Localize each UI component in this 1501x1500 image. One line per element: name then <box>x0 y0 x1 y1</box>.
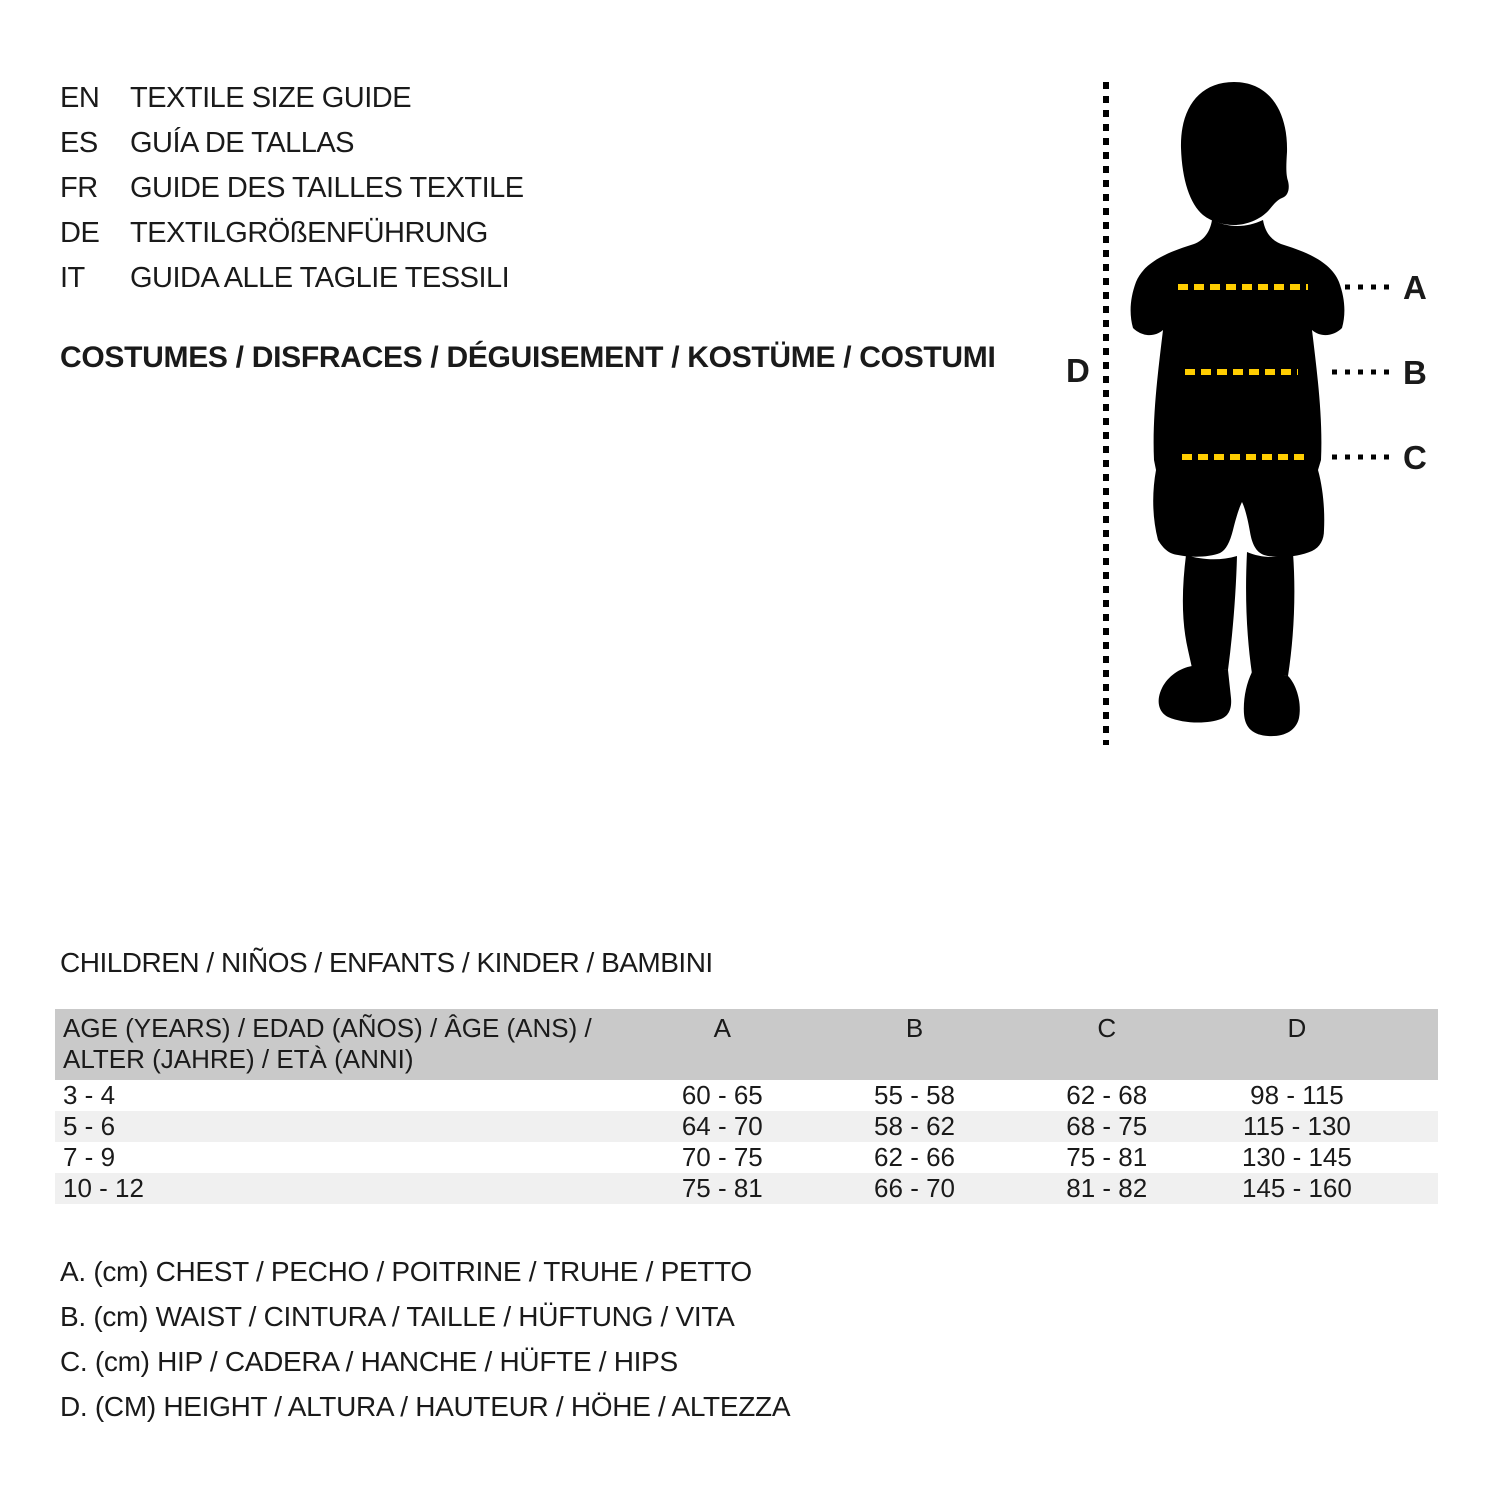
table-row <box>55 1111 1438 1142</box>
silhouette-shorts <box>1153 470 1324 557</box>
language-code: DE <box>60 217 100 249</box>
language-title: GUIDE DES TAILLES TEXTILE <box>130 172 524 204</box>
height-cell: 98 - 115 <box>1250 1080 1344 1110</box>
table-row <box>55 1080 1438 1111</box>
table-row <box>55 1142 1438 1173</box>
marker-label-b: B <box>1403 354 1427 391</box>
age-cell: 3 - 4 <box>63 1080 116 1110</box>
silhouette-right-shoe <box>1244 672 1300 736</box>
measurement-legend <box>60 1249 790 1429</box>
age-header-line1: AGE (YEARS) / EDAD (AÑOS) / ÂGE (ANS) / <box>63 1013 592 1043</box>
waist-cell: 55 - 58 <box>874 1080 955 1110</box>
column-header-c: C <box>1097 1013 1117 1043</box>
age-header-line2: ALTER (JAHRE) / ETÀ (ANNI) <box>63 1044 414 1074</box>
section-title-children: CHILDREN / NIÑOS / ENFANTS / KINDER / BAMBINI <box>60 947 713 978</box>
language-title: TEXTILE SIZE GUIDE <box>130 82 412 114</box>
language-code: EN <box>60 82 100 114</box>
language-row-es <box>60 121 524 166</box>
hip-cell: 62 - 68 <box>1066 1080 1148 1110</box>
silhouette-right-leg <box>1246 552 1294 676</box>
age-cell: 7 - 9 <box>63 1142 116 1172</box>
silhouette-left-shoe <box>1159 666 1232 723</box>
language-title: TEXTILGRÖßENFÜHRUNG <box>130 217 488 249</box>
age-cell: 10 - 12 <box>63 1173 144 1203</box>
table-row <box>55 1173 1438 1204</box>
hip-cell: 75 - 81 <box>1066 1142 1148 1172</box>
column-header-d: D <box>1287 1013 1307 1043</box>
language-row-it <box>60 256 524 301</box>
age-column-header <box>55 1013 626 1075</box>
language-title: GUIDA ALLE TAGLIE TESSILI <box>130 262 510 294</box>
hip-cell: 68 - 75 <box>1066 1111 1148 1141</box>
marker-label-c: C <box>1403 439 1427 476</box>
size-table <box>55 1009 1438 1204</box>
header-filler <box>1391 1013 1438 1075</box>
child-silhouette-figure <box>1040 72 1470 764</box>
category-title: COSTUMES / DISFRACES / DÉGUISEMENT / KOSTÜME / COSTUMI <box>60 341 996 374</box>
waist-cell: 62 - 66 <box>874 1142 955 1172</box>
language-row-fr <box>60 166 524 211</box>
chest-cell: 75 - 81 <box>681 1173 763 1203</box>
language-row-de <box>60 211 524 256</box>
height-cell: 130 - 145 <box>1241 1142 1352 1172</box>
measurement-diagram <box>1040 72 1470 764</box>
height-cell: 115 - 130 <box>1242 1111 1351 1141</box>
language-row-en <box>60 76 524 121</box>
column-header-b: B <box>905 1013 924 1043</box>
language-code: FR <box>60 172 98 204</box>
silhouette-torso <box>1131 220 1345 470</box>
height-cell: 145 - 160 <box>1241 1173 1352 1203</box>
silhouette-head <box>1181 82 1289 225</box>
silhouette-left-leg <box>1183 555 1237 670</box>
marker-label-a: A <box>1403 269 1427 306</box>
language-title-block <box>60 76 524 301</box>
chest-cell: 70 - 75 <box>681 1142 763 1172</box>
waist-cell: 58 - 62 <box>874 1111 955 1141</box>
legend-item-height: D. (CM) HEIGHT / ALTURA / HAUTEUR / HÖHE / ALTEZZA <box>60 1391 791 1422</box>
chest-cell: 60 - 65 <box>681 1080 763 1110</box>
age-cell: 5 - 6 <box>63 1111 116 1141</box>
column-header-a: A <box>713 1013 731 1043</box>
legend-item-hip: C. (cm) HIP / CADERA / HANCHE / HÜFTE / HIPS <box>60 1346 678 1377</box>
waist-cell: 66 - 70 <box>874 1173 955 1203</box>
marker-label-d: D <box>1066 352 1090 389</box>
language-title: GUÍA DE TALLAS <box>130 127 355 159</box>
language-code: IT <box>60 262 85 294</box>
legend-item-chest: A. (cm) CHEST / PECHO / POITRINE / TRUHE / PETTO <box>60 1256 752 1287</box>
table-header-row <box>55 1009 1438 1080</box>
legend-item-waist: B. (cm) WAIST / CINTURA / TAILLE / HÜFTUNG / VITA <box>60 1301 735 1332</box>
hip-cell: 81 - 82 <box>1066 1173 1148 1203</box>
chest-cell: 64 - 70 <box>681 1111 763 1141</box>
language-code: ES <box>60 127 98 159</box>
